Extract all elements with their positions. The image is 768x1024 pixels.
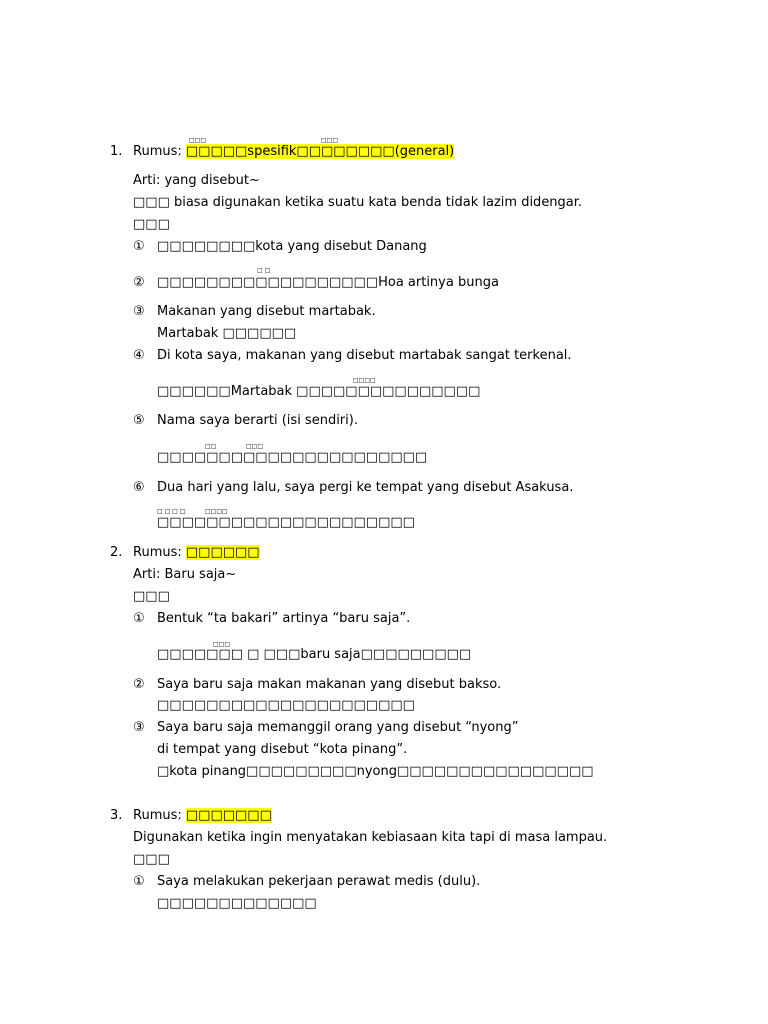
example-translation: □kota pinang□□□□□□□□□nyong□□□□□□□□□□□□□□□□	[157, 764, 594, 779]
example-text: Bentuk “ta bakari” artinya “baru saja”.	[157, 611, 411, 626]
example-item	[133, 677, 501, 693]
example-text: Saya baru saja makan makanan yang disebut bakso.	[157, 677, 502, 692]
example-text: Saya melakukan pekerjaan perawat medis (dulu).	[157, 874, 481, 889]
formula-highlight: □□□□□□□	[185, 808, 272, 823]
section-number: 2.	[110, 545, 123, 560]
example-marker: ⑤	[133, 413, 145, 428]
example-item	[133, 874, 480, 890]
usage-note: Digunakan ketika ingin menyatakan kebiasaan kita tapi di masa lampau.	[133, 830, 608, 845]
section-number: 1.	[110, 144, 123, 159]
ruby-annotation: □□□□	[353, 377, 376, 384]
example-item	[133, 275, 499, 291]
example-marker: ③	[133, 720, 145, 735]
example-translation: □□□□□□□ □ □□□baru saja□□□□□□□□□	[157, 647, 472, 662]
example-item	[133, 611, 410, 627]
example-translation: □□□□□□□□□□□□□	[157, 896, 317, 911]
example-text: Saya baru saja memanggil orang yang disebut “nyong”	[157, 720, 519, 735]
formula-line	[133, 545, 260, 561]
example-translation: □□□□□□□□□□□□□□□□□□□□□	[157, 698, 415, 713]
ruby-annotation: □□□	[246, 443, 264, 450]
example-text: Makanan yang disebut martabak.	[157, 304, 376, 319]
example-translation: Martabak □□□□□□	[157, 326, 297, 341]
formula-highlight: □□□□□spesifik□□□□□□□□(general)	[185, 144, 455, 159]
meaning-text: Arti: yang disebut~	[133, 173, 260, 188]
formula-label: Rumus:	[133, 808, 182, 823]
example-text-continued: di tempat yang disebut “kota pinang”.	[157, 742, 408, 757]
example-marker: ⑥	[133, 480, 145, 495]
formula-line	[133, 808, 272, 824]
example-marker: ②	[133, 275, 145, 290]
example-item	[133, 239, 427, 255]
example-text: Dua hari yang lalu, saya pergi ke tempat yang disebut Asakusa.	[157, 480, 574, 495]
ruby-annotation: □ □	[257, 267, 271, 274]
example-item	[133, 480, 573, 496]
example-item	[133, 348, 572, 364]
example-translation: □□□□□□□□□□□□□□□□□□□□□	[157, 515, 415, 530]
example-translation: □□□□□□□□□□□□□□□□□□□□□□	[157, 450, 428, 465]
formula-highlight: □□□□□□	[185, 545, 260, 560]
examples-label: □□□	[133, 217, 170, 232]
example-text: □□□□□□□□□□□□□□□□□□Hoa artinya bunga	[157, 275, 499, 290]
usage-note: □□□ biasa digunakan ketika suatu kata benda tidak lazim didengar.	[133, 195, 583, 210]
example-item	[133, 413, 358, 429]
ruby-annotation: □□□	[213, 641, 231, 648]
section-number: 3.	[110, 808, 123, 823]
examples-label: □□□	[133, 589, 170, 604]
example-text: □□□□□□□□kota yang disebut Danang	[157, 239, 427, 254]
example-text: Nama saya berarti (isi sendiri).	[157, 413, 358, 428]
ruby-annotation: □□□□	[205, 508, 228, 515]
example-marker: ①	[133, 874, 145, 889]
meaning-text: Arti: Baru saja~	[133, 567, 237, 582]
formula-line	[133, 144, 454, 160]
ruby-annotation: □□	[205, 443, 217, 450]
example-marker: ③	[133, 304, 145, 319]
example-marker: ④	[133, 348, 145, 363]
formula-label: Rumus:	[133, 545, 182, 560]
example-translation: □□□□□□Martabak □□□□□□□□□□□□□□□	[157, 384, 481, 399]
ruby-annotation: □□□	[321, 137, 339, 144]
example-marker: ①	[133, 239, 145, 254]
formula-label: Rumus:	[133, 144, 182, 159]
ruby-annotation: □ □ □ □	[157, 508, 186, 515]
example-marker: ①	[133, 611, 145, 626]
example-item	[133, 304, 376, 320]
examples-label: □□□	[133, 852, 170, 867]
example-text: Di kota saya, makanan yang disebut martabak sangat terkenal.	[157, 348, 572, 363]
example-item	[133, 720, 518, 736]
example-marker: ②	[133, 677, 145, 692]
ruby-annotation: □□□	[189, 137, 207, 144]
